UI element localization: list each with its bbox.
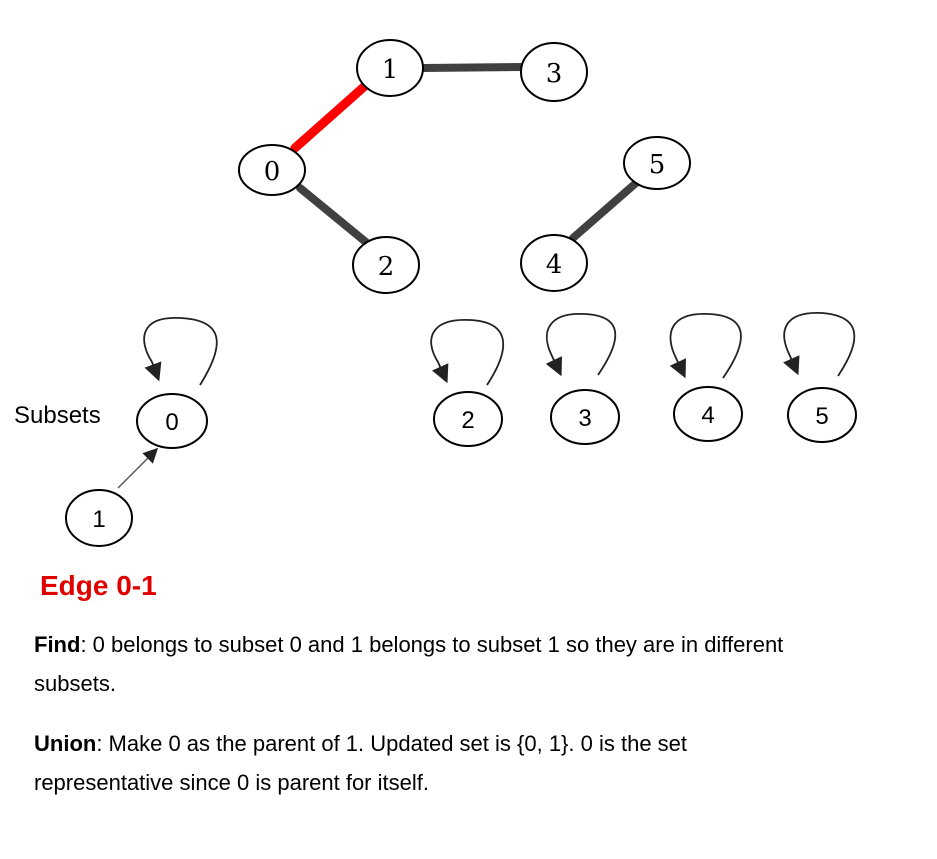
edge-1-3 (423, 67, 523, 68)
self-loop-3 (547, 314, 615, 375)
subsets-label: Subsets (14, 402, 101, 429)
self-loop-2 (431, 320, 503, 385)
graph-node-1 (357, 40, 423, 96)
find-text: : 0 belongs to subset 0 and 1 belongs to subset 1 so they are in different (80, 632, 784, 657)
subset-node-0 (137, 394, 207, 448)
graph-node-2-label: 2 (377, 252, 395, 282)
subset-node-1-label: 1 (92, 506, 106, 533)
union-paragraph (34, 724, 929, 802)
find-text-cont: subsets. (34, 671, 116, 696)
graph-node-3-label: 3 (545, 59, 563, 89)
subset-node-3 (551, 390, 619, 444)
union-text: : Make 0 as the parent of 1. Updated set is {0, 1}. 0 is the set (96, 731, 688, 756)
edge-0-1 (295, 85, 366, 148)
find-label: Find (34, 632, 81, 657)
graph-node-4-label: 4 (545, 250, 563, 280)
self-loop-4 (670, 314, 740, 378)
subset-node-5 (788, 388, 856, 442)
edge-0-2 (300, 188, 367, 243)
subset-node-3-label: 3 (578, 405, 592, 432)
graph-node-3 (521, 43, 587, 101)
subset-node-5-label: 5 (815, 403, 829, 430)
graph-node-5 (624, 137, 690, 189)
subset-node-0-label: 0 (165, 409, 179, 436)
subset-node-4 (674, 387, 742, 441)
subset-node-4-label: 4 (701, 402, 715, 429)
subset-node-1 (66, 490, 132, 546)
self-loop-0 (144, 318, 217, 385)
step-title: Edge 0-1 (40, 570, 157, 601)
find-paragraph (34, 625, 929, 703)
union-text-cont: representative since 0 is parent for itself. (34, 770, 429, 795)
graph-node-1-label: 1 (381, 55, 399, 85)
graph-node-5-label: 5 (648, 150, 666, 180)
graph-node-0 (239, 145, 305, 195)
subset-node-2-label: 2 (461, 407, 475, 434)
edge-4-5 (573, 183, 636, 238)
graph-node-2 (353, 237, 419, 293)
graph-node-4 (521, 235, 587, 291)
graph-node-0-label: 0 (263, 157, 281, 187)
parent-link-1-to-0 (118, 450, 156, 488)
self-loop-5 (784, 313, 854, 376)
union-label: Union (34, 731, 97, 756)
subset-node-2 (434, 392, 502, 446)
